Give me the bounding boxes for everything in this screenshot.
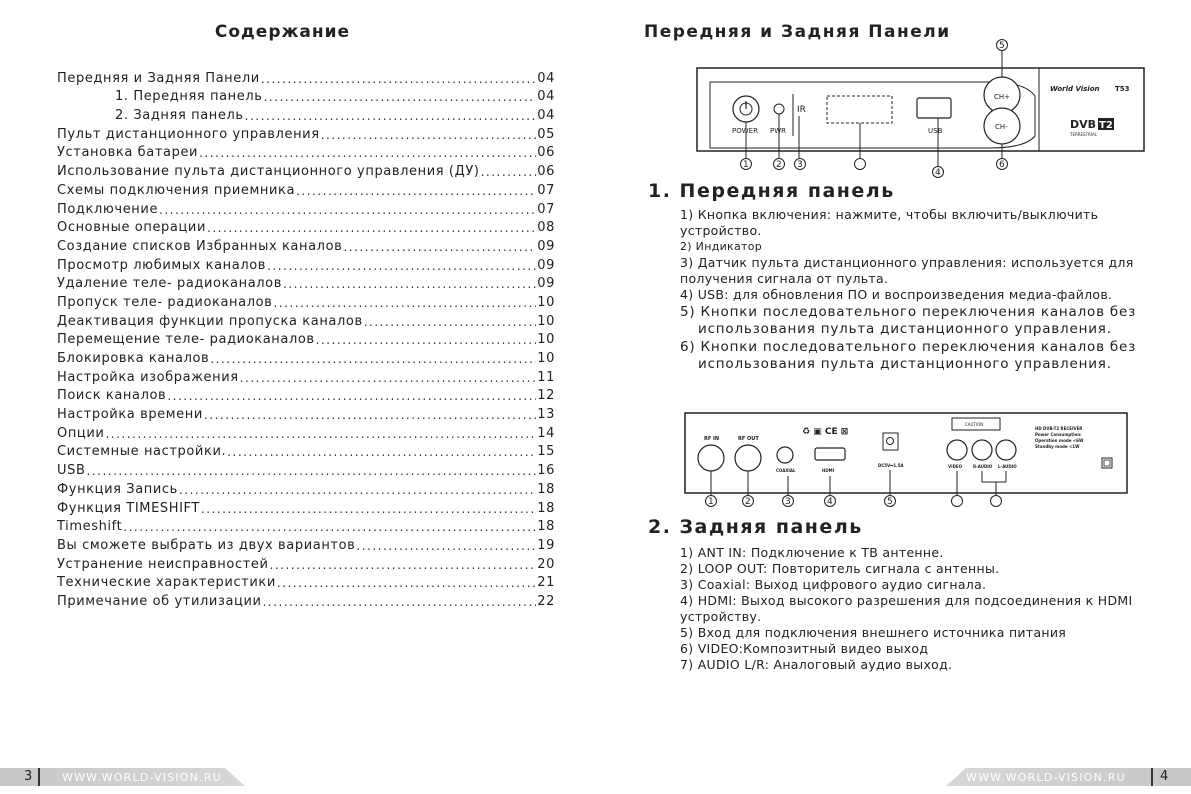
rear-item-5: 5) Вход для подключения внешнего источника питания	[680, 625, 1067, 640]
toc-entry-page: 04	[537, 108, 555, 124]
toc-entry-page: 18	[537, 500, 555, 516]
rear-callout-7	[991, 496, 1002, 507]
hdmi-label: HDMI	[822, 468, 835, 473]
dc-port	[883, 433, 898, 450]
rear-item-6: 6) VIDEO:Композитный видео выход	[680, 641, 929, 656]
rf-out-port	[735, 445, 761, 471]
toc-entry[interactable]	[57, 142, 555, 161]
svg-text:2: 2	[745, 497, 751, 507]
front-item-5: 5) Кнопки последовательного переключения каналов без использования пульта дистанционного управления.	[680, 304, 1137, 337]
toc-entry[interactable]	[57, 198, 555, 217]
page-number-left: 3	[24, 769, 33, 784]
toc-leader-dots	[227, 445, 536, 459]
toc-entry-label: Пропуск теле- радиоканалов	[57, 294, 273, 310]
toc-entry[interactable]	[57, 459, 555, 478]
panels-heading: Передняя и Задняя Панели	[644, 22, 951, 42]
toc-entry-label: Примечание об утилизации	[57, 593, 262, 609]
rear-panel-descriptions	[680, 545, 1150, 673]
toc-entry-page: 10	[537, 332, 555, 348]
toc-entry-label: Использование пульта дистанционного управления (ДУ)	[57, 164, 480, 180]
toc-entry[interactable]	[57, 441, 555, 460]
toc-entry-page: 09	[537, 238, 555, 254]
toc-entry-label: 2. Задняя панель	[115, 108, 244, 124]
svg-text:Power Consumption:: Power Consumption:	[1035, 432, 1082, 437]
dvb-sub-label: TERRESTRIAL	[1070, 132, 1097, 137]
svg-text:4: 4	[935, 168, 941, 178]
front-panel-title: 1. Передняя панель	[648, 180, 895, 202]
coaxial-label: COAXIAL	[776, 468, 796, 473]
toc-entry-page: 14	[537, 425, 555, 441]
front-item-4: 4) USB: для обновления ПО и воспроизведения медиа-файлов.	[680, 287, 1113, 302]
rf-in-label: RF IN	[704, 436, 720, 442]
toc-leader-dots	[123, 520, 536, 534]
svg-text:Operation mode <6W: Operation mode <6W	[1035, 438, 1084, 443]
toc-entry-page: 20	[537, 556, 555, 572]
rear-callout-6	[952, 496, 963, 507]
toc-leader-dots	[277, 576, 536, 590]
toc-entry-label: Технические характеристики	[57, 575, 276, 591]
svg-text:1: 1	[708, 497, 714, 507]
footer-separator-right	[1151, 768, 1153, 786]
callout-display	[855, 159, 866, 170]
power-label: POWER	[732, 127, 758, 135]
rear-panel-diagram	[680, 410, 1130, 510]
toc-entry-label: Устранение неисправностей	[57, 556, 269, 572]
toc-entry-page: 11	[537, 369, 555, 385]
toc-leader-dots	[283, 277, 536, 291]
toc-entry-label: Деактивация функции пропуска каналов	[57, 313, 363, 329]
toc-leader-dots	[207, 221, 536, 235]
toc-entry[interactable]	[57, 179, 555, 198]
toc-entry[interactable]	[57, 86, 555, 105]
toc-entry[interactable]	[57, 590, 555, 609]
indicator-led	[774, 104, 784, 114]
toc-entry[interactable]	[57, 478, 555, 497]
pwr-label: PWR	[770, 127, 787, 135]
toc-entry[interactable]	[57, 403, 555, 422]
t2-logo: T2	[1099, 120, 1113, 131]
r-audio-port	[972, 440, 992, 460]
rf-out-label: RF OUT	[738, 436, 759, 442]
toc-entry-label: Пульт дистанционного управления	[57, 126, 320, 142]
toc-entry-label: Основные операции	[57, 220, 207, 236]
hdmi-port	[815, 448, 845, 460]
rear-panel-title: 2. Задняя панель	[648, 516, 863, 538]
toc-entry[interactable]	[57, 235, 555, 254]
rf-in-port	[698, 445, 724, 471]
toc-entry[interactable]	[57, 254, 555, 273]
toc-leader-dots	[263, 595, 537, 609]
toc-entry-label: Настройка изображения	[57, 369, 239, 385]
toc-entry-page: 18	[537, 481, 555, 497]
toc-entry-page: 05	[537, 126, 555, 142]
toc-entry-page: 06	[537, 145, 555, 161]
rear-item-4: 4) HDMI: Выход высокого разрешения для подсоединения к HDMI устройству.	[680, 593, 1133, 624]
toc-entry-page: 19	[537, 537, 555, 553]
page-number-right: 4	[1160, 769, 1169, 784]
rear-item-1: 1) ANT IN: Подключение к ТВ антенне.	[680, 545, 944, 560]
toc-leader-dots	[210, 352, 536, 366]
toc-entry-label: Схемы подключения приемника	[57, 182, 296, 198]
toc-entry-label: Timeshift	[57, 519, 123, 535]
toc-entry-label: Системные настройки.	[57, 444, 227, 460]
rear-item-2: 2) LOOP OUT: Повторитель сигнала с антенны.	[680, 561, 1000, 576]
toc-entry[interactable]	[57, 160, 555, 179]
toc-leader-dots	[199, 146, 536, 160]
toc-entry-label: Создание списков Избранных каналов	[57, 238, 343, 254]
model-label: T53	[1115, 85, 1130, 93]
toc-entry-label: 1. Передняя панель	[115, 89, 263, 105]
r-audio-label: R-AUDIO	[973, 464, 993, 469]
toc-entry-page: 18	[537, 519, 555, 535]
toc-entry-label: Функция Запись	[57, 481, 178, 497]
toc-leader-dots	[296, 184, 536, 198]
toc-entry-label: Установка батареи	[57, 145, 199, 161]
toc-entry[interactable]	[57, 104, 555, 123]
toc-entry-label: Просмотр любимых каналов	[57, 257, 267, 273]
front-item-3: 3) Датчик пульта дистанционного управления: используется для получения сигнала от пульта.	[680, 255, 1134, 286]
toc-entry-page: 09	[537, 257, 555, 273]
toc-entry-page: 10	[537, 313, 555, 329]
toc-entry-label: Передняя и Задняя Панели	[57, 70, 260, 86]
svg-text:1: 1	[743, 160, 749, 170]
toc-leader-dots	[321, 128, 537, 142]
toc-entry-page: 04	[537, 70, 555, 86]
toc-leader-dots	[264, 90, 537, 104]
toc-leader-dots	[204, 408, 536, 422]
toc-entry-page: 10	[537, 294, 555, 310]
toc-entry-label: Поиск каналов	[57, 388, 167, 404]
svg-text:Standby mode <1W: Standby mode <1W	[1035, 444, 1080, 449]
toc-entry[interactable]	[57, 422, 555, 441]
toc-entry-page: 10	[537, 351, 555, 366]
toc-leader-dots	[159, 203, 536, 217]
svg-text:4: 4	[827, 497, 833, 507]
front-panel-descriptions	[680, 207, 1150, 373]
left-page	[0, 0, 595, 794]
toc-entry-page: 04	[537, 89, 555, 105]
toc-entry[interactable]	[57, 291, 555, 310]
video-port	[947, 440, 967, 460]
toc-entry-page: 22	[537, 593, 555, 609]
spec-label	[1035, 426, 1084, 449]
toc-entry[interactable]	[57, 385, 555, 404]
toc-entry[interactable]	[57, 347, 555, 366]
toc-leader-dots	[356, 539, 536, 553]
toc-leader-dots	[267, 259, 536, 273]
front-item-1: 1) Кнопка включения: нажмите, чтобы включить/выключить устройство.	[680, 207, 1099, 238]
toc-entry[interactable]	[57, 572, 555, 591]
toc-leader-dots	[105, 427, 536, 441]
svg-text:3: 3	[785, 497, 791, 507]
toc-leader-dots	[316, 333, 537, 347]
toc-leader-dots	[167, 389, 536, 403]
toc-leader-dots	[245, 109, 537, 123]
toc-entry[interactable]	[57, 310, 555, 329]
ir-label: IR	[797, 105, 806, 115]
toc-entry-page: 06	[537, 164, 555, 180]
toc-entry[interactable]	[57, 516, 555, 535]
toc-entry[interactable]	[57, 273, 555, 292]
toc-entry-label: Вы сможете выбрать из двух вариантов	[57, 537, 356, 553]
toc-entry-page: 07	[537, 182, 555, 198]
toc-leader-dots	[273, 296, 536, 310]
toc-leader-dots	[201, 502, 536, 516]
video-label: VIDEO	[948, 464, 963, 469]
toc-entry[interactable]	[57, 217, 555, 236]
table-of-contents	[57, 67, 555, 609]
toc-leader-dots	[179, 483, 536, 497]
website-right[interactable]: WWW.WORLD-VISION.RU	[966, 771, 1126, 784]
svg-text:♻ ▣ CE ⊠: ♻ ▣ CE ⊠	[802, 427, 849, 437]
svg-text:6: 6	[999, 160, 1005, 170]
toc-entry-page: 13	[537, 407, 555, 423]
toc-leader-dots	[270, 558, 537, 572]
coaxial-port	[777, 447, 793, 463]
svg-text:HD DVB-T2 RECEIVER: HD DVB-T2 RECEIVER	[1035, 426, 1083, 431]
rear-item-7: 7) AUDIO L/R: Аналоговый аудио выход.	[680, 657, 953, 672]
front-panel-diagram	[690, 36, 1150, 182]
toc-leader-dots	[87, 464, 537, 478]
toc-entry[interactable]	[57, 534, 555, 553]
ground-terminal	[1102, 458, 1112, 468]
toc-entry-label: Блокировка каналов	[57, 351, 210, 366]
rear-item-3: 3) Coaxial: Выход цифрового аудио сигнала.	[680, 577, 987, 592]
toc-leader-dots	[481, 165, 537, 179]
front-item-2: 2) Индикатор	[680, 240, 763, 253]
toc-entry-page: 09	[537, 276, 555, 292]
front-item-6: 6) Кнопки последовательного переключения каналов без использования пульта дистанционного управления.	[680, 339, 1137, 372]
toc-entry[interactable]	[57, 497, 555, 516]
toc-entry-page: 15	[537, 444, 555, 460]
toc-entry-page: 08	[537, 220, 555, 236]
toc-leader-dots	[240, 371, 537, 385]
toc-leader-dots	[364, 315, 537, 329]
toc-entry-label: Перемещение теле- радиоканалов	[57, 332, 315, 348]
toc-entry[interactable]	[57, 123, 555, 142]
svg-text:2: 2	[776, 160, 782, 170]
toc-entry-page: 21	[537, 575, 555, 591]
toc-entry-page: 12	[537, 388, 555, 404]
toc-entry[interactable]	[57, 67, 555, 86]
toc-entry[interactable]	[57, 329, 555, 348]
svg-text:3: 3	[797, 160, 803, 170]
toc-leader-dots	[261, 72, 536, 86]
toc-entry-label: Настройка времени	[57, 407, 203, 423]
toc-entry-page: 16	[537, 463, 555, 479]
toc-entry-label: USB	[57, 463, 86, 479]
dvb-logo: DVB	[1070, 118, 1097, 131]
caution-label: CAUTION	[965, 422, 984, 427]
toc-entry-label: Функция TIMESHIFT	[57, 500, 200, 516]
usb-port	[917, 98, 951, 118]
footer-separator-left	[38, 768, 40, 786]
toc-entry-label: Подключение	[57, 201, 159, 217]
usb-label: USB	[928, 127, 943, 135]
brand-logo: World Vision	[1050, 85, 1100, 93]
toc-entry[interactable]	[57, 366, 555, 385]
toc-entry-label: Опции	[57, 425, 105, 441]
toc-leader-dots	[343, 240, 536, 254]
ch-down-label: CH-	[995, 123, 1008, 131]
toc-entry[interactable]	[57, 553, 555, 572]
toc-title: Содержание	[214, 22, 351, 42]
website-left[interactable]: WWW.WORLD-VISION.RU	[62, 771, 222, 784]
l-audio-label: L-AUDIO	[998, 464, 1017, 469]
svg-text:5: 5	[999, 41, 1005, 51]
toc-entry-page: 07	[537, 201, 555, 217]
ch-up-label: CH+	[994, 93, 1011, 101]
dc-label: DC5V⎓1.5A	[878, 463, 904, 468]
svg-text:5: 5	[887, 497, 893, 507]
toc-entry-label: Удаление теле- радиоканалов	[57, 276, 282, 292]
l-audio-port	[996, 440, 1016, 460]
